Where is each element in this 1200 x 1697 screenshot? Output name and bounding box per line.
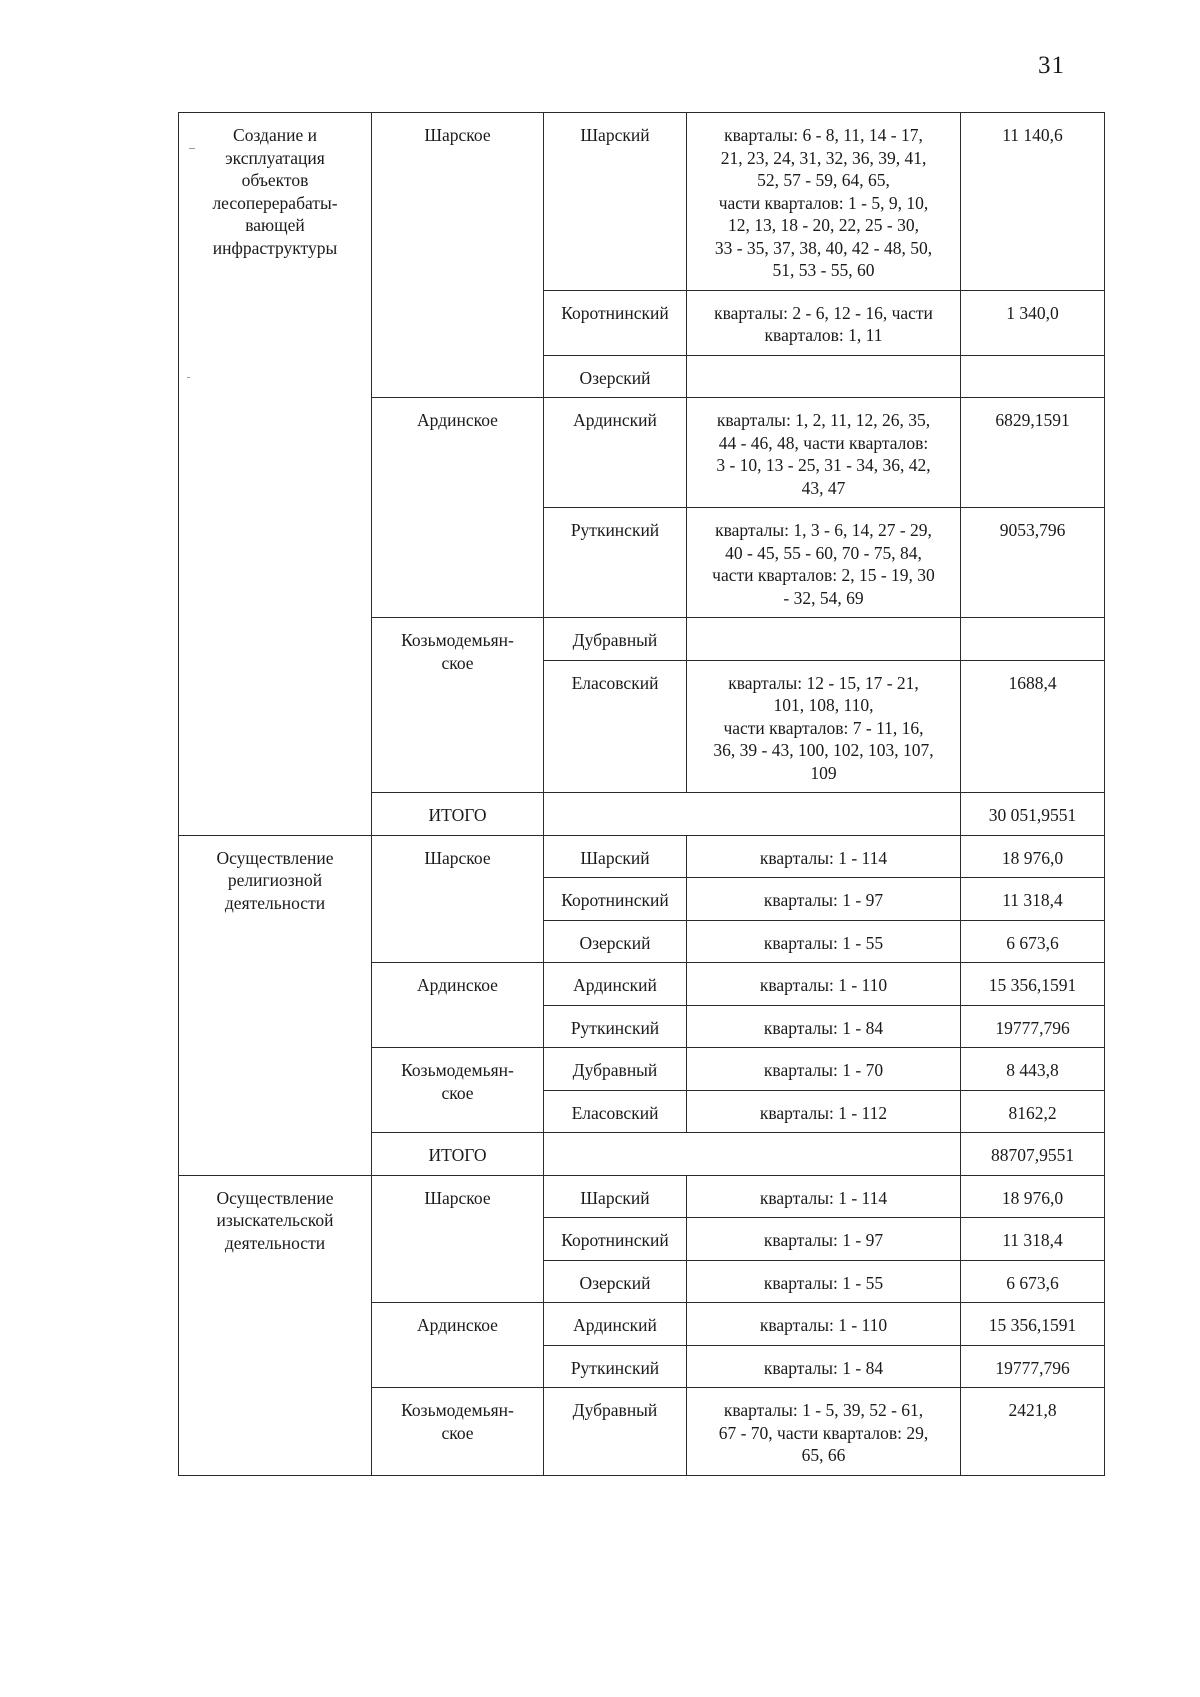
district-cell: Еласовский (544, 660, 687, 793)
area-cell: 9053,796 (961, 508, 1105, 618)
area-cell (961, 355, 1105, 398)
quarters-cell: кварталы: 1, 2, 11, 12, 26, 35, 44 - 46, 48, части кварталов: 3 - 10, 13 - 25, 31 - 34, 36, 42, 43, 47 (687, 398, 961, 508)
total-value-cell: 30 051,9551 (961, 793, 1105, 836)
quarters-cell: кварталы: 1 - 114 (687, 1175, 961, 1218)
forestry-cell: Козьмодемьян- ское (372, 618, 544, 793)
district-cell: Коротнинский (544, 1218, 687, 1261)
area-cell: 18 976,0 (961, 835, 1105, 878)
quarters-cell: кварталы: 6 - 8, 11, 14 - 17, 21, 23, 24, 31, 32, 36, 39, 41, 52, 57 - 59, 64, 65, части кварталов: 1 - 5, 9, 10, 12, 13, 18 - 20, 22, 25 - 30, 33 - 35, 37, 38, 40, 42 - 48, 50, 51, 53 - 55, 60 (687, 113, 961, 291)
total-empty-cell (544, 793, 961, 836)
district-cell: Шарский (544, 835, 687, 878)
district-cell: Ардинский (544, 1303, 687, 1346)
district-cell: Еласовский (544, 1090, 687, 1133)
table-row (179, 113, 1105, 291)
area-cell: 11 140,6 (961, 113, 1105, 291)
area-cell: 6 673,6 (961, 1260, 1105, 1303)
quarters-cell: кварталы: 1 - 112 (687, 1090, 961, 1133)
area-cell: 1 340,0 (961, 290, 1105, 355)
district-cell: Дубравный (544, 1048, 687, 1091)
area-cell: 19777,796 (961, 1345, 1105, 1388)
district-cell: Шарский (544, 1175, 687, 1218)
area-cell: 1688,4 (961, 660, 1105, 793)
table-body (179, 113, 1105, 1476)
quarters-cell (687, 618, 961, 661)
forestry-cell: Шарское (372, 1175, 544, 1303)
quarters-cell: кварталы: 1 - 84 (687, 1345, 961, 1388)
area-cell: 15 356,1591 (961, 1303, 1105, 1346)
quarters-cell: кварталы: 1 - 55 (687, 1260, 961, 1303)
forestry-cell: Ардинское (372, 398, 544, 618)
quarters-cell: кварталы: 1 - 84 (687, 1005, 961, 1048)
activity-cell: Создание и эксплуатация объектов лесоперерабаты- вающей инфраструктуры (179, 113, 372, 836)
forestry-cell: Козьмодемьян- ское (372, 1388, 544, 1476)
district-cell: Ардинский (544, 398, 687, 508)
forestry-cell: Шарское (372, 835, 544, 963)
total-value-cell: 88707,9551 (961, 1133, 1105, 1176)
district-cell: Ардинский (544, 963, 687, 1006)
quarters-cell: кварталы: 1 - 55 (687, 920, 961, 963)
activity-cell: Осуществление изыскательской деятельности (179, 1175, 372, 1475)
district-cell: Озерский (544, 1260, 687, 1303)
quarters-cell: кварталы: 1 - 97 (687, 878, 961, 921)
area-cell: 11 318,4 (961, 878, 1105, 921)
quarters-cell: кварталы: 1 - 97 (687, 1218, 961, 1261)
area-cell (961, 618, 1105, 661)
area-cell: 8 443,8 (961, 1048, 1105, 1091)
quarters-cell: кварталы: 2 - 6, 12 - 16, части кварталов: 1, 11 (687, 290, 961, 355)
area-cell: 15 356,1591 (961, 963, 1105, 1006)
area-cell: 19777,796 (961, 1005, 1105, 1048)
district-cell: Руткинский (544, 508, 687, 618)
district-cell: Коротнинский (544, 290, 687, 355)
quarters-cell: кварталы: 1 - 5, 39, 52 - 61, 67 - 70, части кварталов: 29, 65, 66 (687, 1388, 961, 1476)
area-cell: 6 673,6 (961, 920, 1105, 963)
district-cell: Коротнинский (544, 878, 687, 921)
quarters-cell: кварталы: 1 - 70 (687, 1048, 961, 1091)
quarters-cell: кварталы: 1 - 110 (687, 963, 961, 1006)
quarters-cell: кварталы: 1 - 114 (687, 835, 961, 878)
district-cell: Руткинский (544, 1345, 687, 1388)
district-cell: Дубравный (544, 1388, 687, 1476)
quarters-cell: кварталы: 1 - 110 (687, 1303, 961, 1346)
district-cell: Руткинский (544, 1005, 687, 1048)
forestry-cell: Ардинское (372, 1303, 544, 1388)
quarters-cell: кварталы: 12 - 15, 17 - 21, 101, 108, 110, части кварталов: 7 - 11, 16, 36, 39 - 43, 100, 102, 103, 107, 109 (687, 660, 961, 793)
forestry-cell: Ардинское (372, 963, 544, 1048)
forestry-cell: Шарское (372, 113, 544, 398)
district-cell: Озерский (544, 355, 687, 398)
area-cell: 18 976,0 (961, 1175, 1105, 1218)
quarters-cell: кварталы: 1, 3 - 6, 14, 27 - 29, 40 - 45, 55 - 60, 70 - 75, 84, части кварталов: 2, 15 - 19, 30 - 32, 54, 69 (687, 508, 961, 618)
forestry-cell: Козьмодемьян- ское (372, 1048, 544, 1133)
total-empty-cell (544, 1133, 961, 1176)
area-cell: 2421,8 (961, 1388, 1105, 1476)
district-cell: Дубравный (544, 618, 687, 661)
table-row (179, 835, 1105, 878)
area-cell: 11 318,4 (961, 1218, 1105, 1261)
activity-cell: Осуществление религиозной деятельности (179, 835, 372, 1175)
district-cell: Озерский (544, 920, 687, 963)
total-label-cell: ИТОГО (372, 793, 544, 836)
page-number: 31 (1038, 52, 1065, 79)
quarters-cell (687, 355, 961, 398)
district-cell: Шарский (544, 113, 687, 291)
table-row (179, 1175, 1105, 1218)
total-label-cell: ИТОГО (372, 1133, 544, 1176)
land-use-table (178, 112, 1105, 1476)
area-cell: 8162,2 (961, 1090, 1105, 1133)
area-cell: 6829,1591 (961, 398, 1105, 508)
